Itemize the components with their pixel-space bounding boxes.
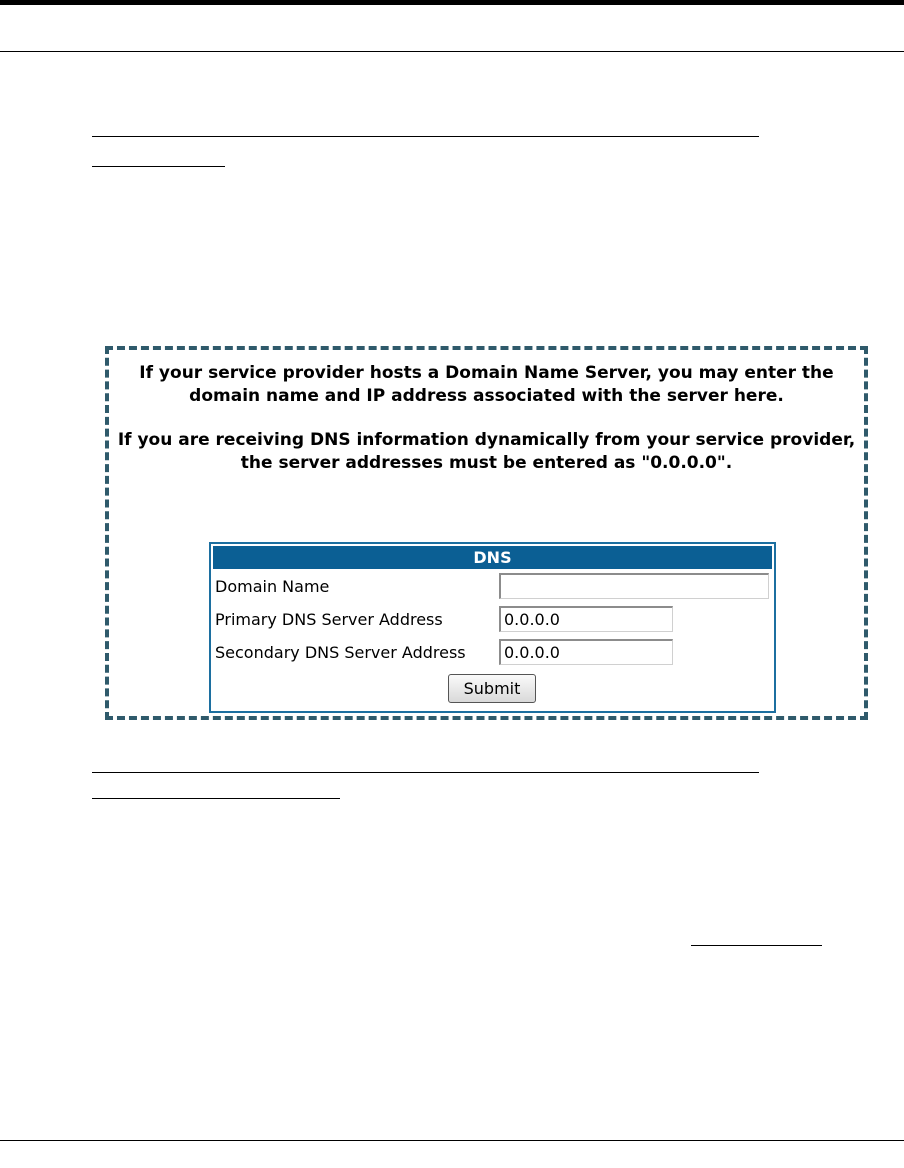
dns-settings-panel (209, 542, 776, 713)
domain-name-input[interactable] (499, 573, 769, 599)
secondary-dns-label: Secondary DNS Server Address (215, 643, 466, 662)
document-rule-1-short (92, 166, 225, 167)
dns-callout-box (105, 346, 868, 720)
page-top-bar (0, 0, 904, 5)
primary-dns-input[interactable] (499, 606, 673, 632)
document-rule-3-short (691, 945, 822, 946)
dns-panel-title: DNS (213, 546, 772, 569)
document-rule-2 (92, 772, 759, 773)
secondary-dns-input[interactable] (499, 639, 673, 665)
callout-paragraph-1: If your service provider hosts a Domain Name Server, you may enter the domain name and IP address associated with the server here. (139, 363, 834, 406)
document-rule-2-short (92, 798, 340, 799)
callout-paragraph-2: If you are receiving DNS information dynamically from your service provider, the server addresses must be entered as "0.0.0.0". (117, 430, 856, 473)
domain-name-label: Domain Name (215, 577, 330, 596)
header-rule (0, 51, 904, 52)
document-rule-1 (92, 136, 759, 137)
primary-dns-label: Primary DNS Server Address (215, 610, 443, 629)
submit-button[interactable]: Submit (448, 674, 536, 703)
footer-rule (0, 1140, 904, 1141)
